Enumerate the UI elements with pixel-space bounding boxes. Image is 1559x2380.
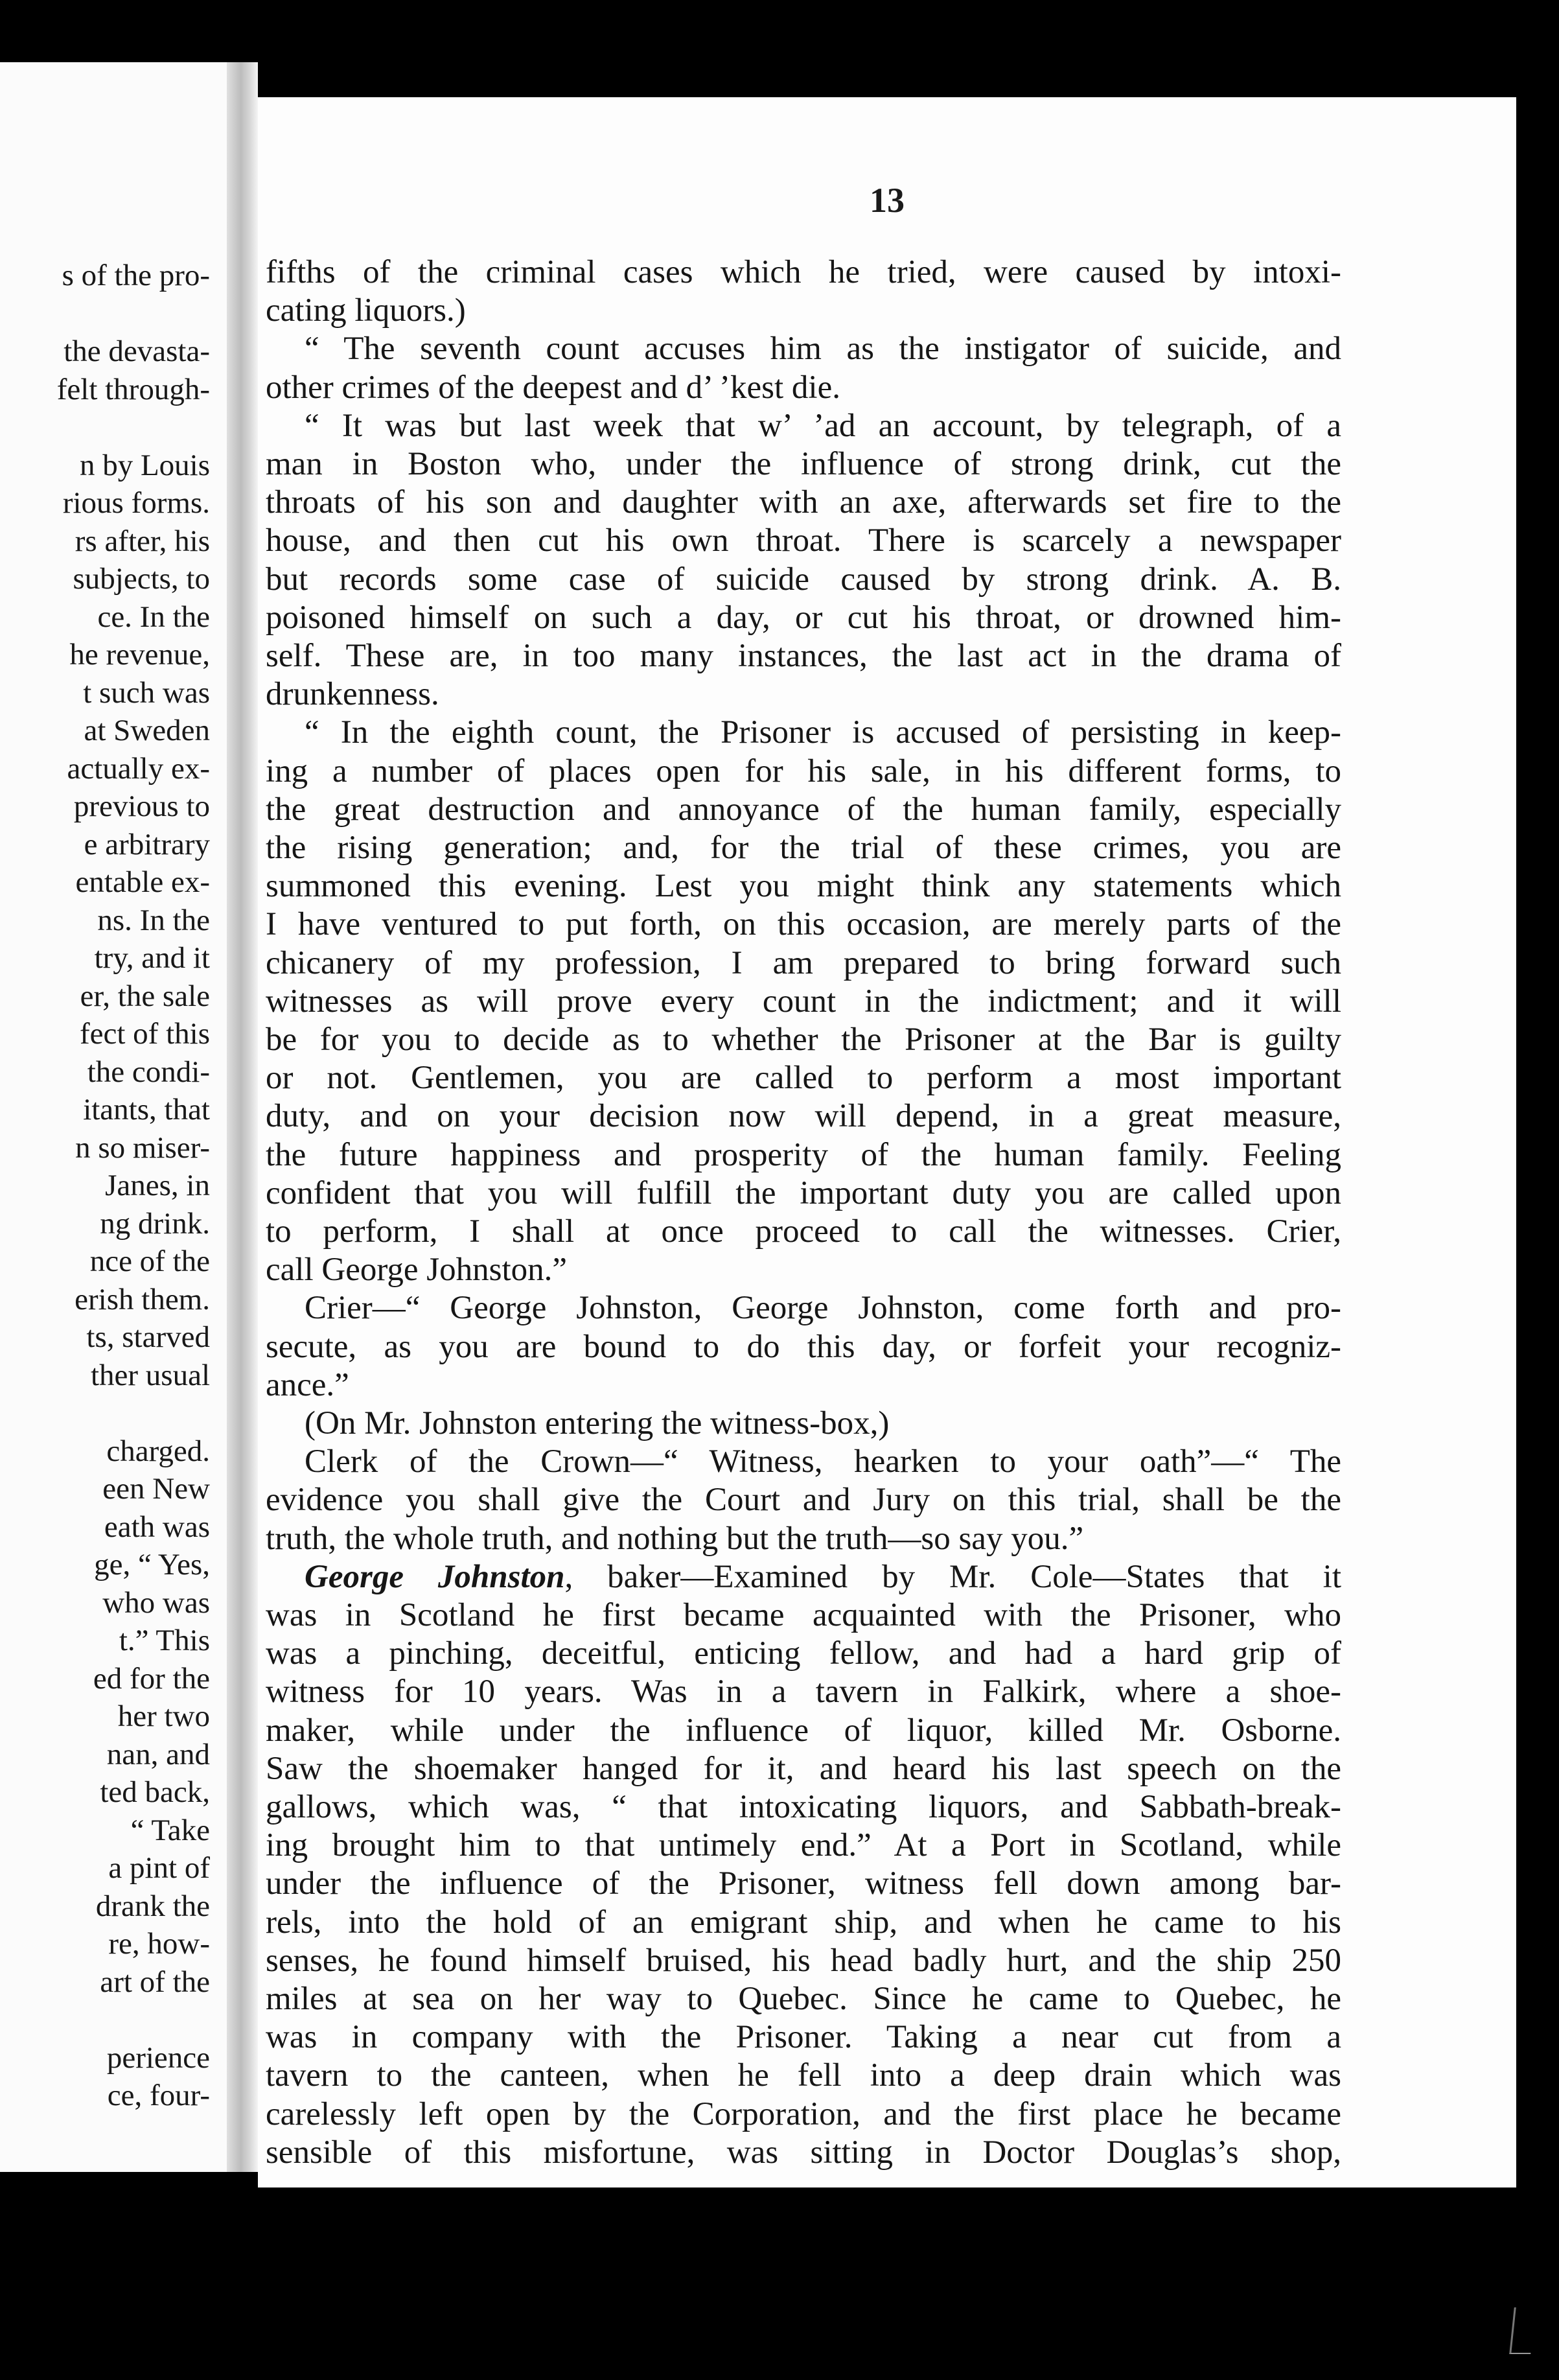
text-line: cating liquors.) [266,292,466,329]
left-page-line: ge, “ Yes, [94,1548,210,1581]
text-line: man in Boston who, under the influence of strong drink, cut the [266,446,1341,482]
text-line: was a pinching, deceitful, enticing fellow, and had a hard grip of [266,1635,1341,1672]
left-page-line: ce. In the [97,600,210,634]
left-page-line: ng drink. [100,1206,210,1241]
left-page-line: who was [102,1585,210,1620]
left-page-line: actually ex- [67,751,210,786]
left-page-line: the condi- [87,1055,210,1089]
text-line: but records some case of suicide caused by strong drink. A. B. [266,561,1341,598]
text-line: truth, the whole truth, and nothing but the truth—so say you.” [266,1520,1084,1557]
text-line: ance.” [266,1366,349,1403]
text-line: ing a number of places open for his sale, in his different forms, to [266,752,1341,789]
text-line: (On Mr. Johnston entering the witness-box,) [305,1405,890,1441]
left-page-line: previous to [73,789,210,823]
left-page-line: e arbitrary [84,827,210,861]
text-line: chicanery of my profession, I am prepared to bring forward such [266,944,1341,981]
left-page-line: erish them. [75,1282,210,1316]
text-line: gallows, which was, “ that intoxicating liquors, and Sabbath-break- [266,1789,1341,1825]
left-page-line: a pint of [108,1851,210,1885]
text-line: other crimes of the deepest and d’ ’kest die. [266,369,840,406]
left-page-line: re, how- [108,1927,210,1961]
left-page-line: “ Take [130,1813,210,1847]
text-line [266,1558,1341,1596]
text-line: throats of his son and daughter with an axe, afterwards set fire to the [266,484,1341,521]
text-line: the rising generation; and, for the trial of these crimes, you are [266,830,1341,866]
text-line: was in company with the Prisoner. Taking a near cut from a [266,2019,1341,2056]
text-line-rest: , baker—Examined by Mr. Cole—States that it [564,1558,1341,1595]
text-line: secute, as you are bound to do this day, or forfeit your recogniz- [266,1328,1341,1365]
text-line: was in Scotland he first became acquainted with the Prisoner, who [266,1597,1341,1633]
text-line: “ In the eighth count, the Prisoner is accused of persisting in keep- [305,714,1341,751]
left-page-line: er, the sale [80,979,210,1013]
left-page-line: nce of the [89,1244,210,1278]
left-page-line: ts, starved [86,1320,210,1354]
text-line: under the influence of the Prisoner, witness fell down among bar- [266,1865,1341,1902]
text-line: carelessly left open by the Corporation, and the first place he became [266,2095,1341,2132]
left-page-line: ed for the [93,1661,210,1696]
text-line: duty, and on your decision now will depend, in a great measure, [266,1098,1341,1135]
corner-mark [1509,2307,1536,2354]
left-page-line: the devasta- [64,334,210,368]
left-page-line: t such was [83,675,210,710]
text-line: to perform, I shall at once proceed to call the witnesses. Crier, [266,1213,1341,1250]
text-line: confident that you will fulfill the important duty you are called upon [266,1174,1341,1211]
left-page-line: charged. [106,1434,210,1468]
text-line: self. These are, in too many instances, the last act in the drama of [266,638,1341,674]
text-line: witness for 10 years. Was in a tavern in Falkirk, where a shoe- [266,1674,1341,1710]
left-page-line: felt through- [56,372,210,406]
text-line: I have ventured to put forth, on this occasion, are merely parts of the [266,906,1341,943]
text-line: sensible of this misfortune, was sitting in Doctor Douglas’s shop, [266,2134,1341,2171]
left-page-line: Janes, in [105,1169,210,1202]
page-gutter [227,62,258,2172]
witness-name: George Johnston [305,1558,565,1595]
left-page-line: try, and it [94,941,210,975]
left-page-line: at Sweden [84,714,210,747]
left-page-line: ns. In the [97,903,210,937]
text-line: or not. Gentlemen, you are called to perform a most important [266,1060,1341,1097]
text-line: be for you to decide as to whether the Prisoner at the Bar is guilty [266,1021,1341,1058]
text-line: senses, he found himself bruised, his head badly hurt, and the ship 250 [266,1942,1341,1979]
text-line: miles at sea on her way to Quebec. Since he came to Quebec, he [266,1981,1341,2017]
left-page-line: eath was [104,1510,210,1544]
text-line: Saw the shoemaker hanged for it, and heard his last speech on the [266,1750,1341,1787]
text-line: maker, while under the influence of liquor, killed Mr. Osborne. [266,1712,1341,1749]
text-line: Crier—“ George Johnston, George Johnston, come forth and pro- [305,1290,1341,1327]
left-page-line: her two [117,1699,210,1733]
left-page-line: rs after, his [75,524,210,558]
left-page-line: een New [102,1472,210,1506]
text-line: tavern to the canteen, when he fell into a deep drain which was [266,2057,1341,2094]
left-page-line: n so miser- [75,1130,210,1165]
right-page [258,97,1516,2188]
left-page-line: n by Louis [79,448,210,482]
left-page-line: fect of this [80,1017,210,1051]
text-line: house, and then cut his own throat. There is scarcely a newspaper [266,522,1341,559]
text-line: fifths of the criminal cases which he tried, were caused by intoxi- [266,254,1341,290]
left-page-line: nan, and [106,1737,210,1771]
text-line: “ It was but last week that w’ ’ad an account, by telegraph, of a [305,407,1341,444]
page-number: 13 [870,181,905,220]
left-page-line: t.” This [119,1624,210,1657]
left-page-line: he revenue, [69,638,210,671]
text-line: Clerk of the Crown—“ Witness, hearken to your oath”—“ The [305,1443,1341,1480]
text-line: summoned this evening. Lest you might think any statements which [266,868,1341,905]
text-line: ing brought him to that untimely end.” At a Port in Scotland, while [266,1827,1341,1864]
text-line: the future happiness and prosperity of the human family. Feeling [266,1136,1341,1173]
left-page-line: subjects, to [73,562,210,596]
text-line: call George Johnston.” [266,1252,568,1289]
text-line: evidence you shall give the Court and Jury on this trial, shall be the [266,1482,1341,1519]
left-page [0,62,232,2172]
text-line: rels, into the hold of an emigrant ship, and when he came to his [266,1904,1341,1941]
text-line: drunkenness. [266,676,439,713]
left-page-line: itants, that [83,1093,210,1126]
left-page-line: entable ex- [75,865,210,899]
left-page-line: drank the [95,1889,210,1923]
text-line: witnesses as will prove every count in the indictment; and it will [266,983,1341,1020]
left-page-line: ce, four- [107,2079,210,2112]
text-line: the great destruction and annoyance of the human family, especially [266,791,1341,828]
left-page-line: art of the [100,1965,210,1999]
text-line: poisoned himself on such a day, or cut his throat, or drowned him- [266,599,1341,636]
left-page-line: ted back, [100,1775,210,1809]
text-line: “ The seventh count accuses him as the instigator of suicide, and [305,331,1341,368]
left-page-line: perience [106,2040,210,2075]
left-page-line: s of the pro- [62,259,210,292]
left-page-line: rious forms. [62,486,210,520]
left-page-line: ther usual [90,1358,210,1392]
